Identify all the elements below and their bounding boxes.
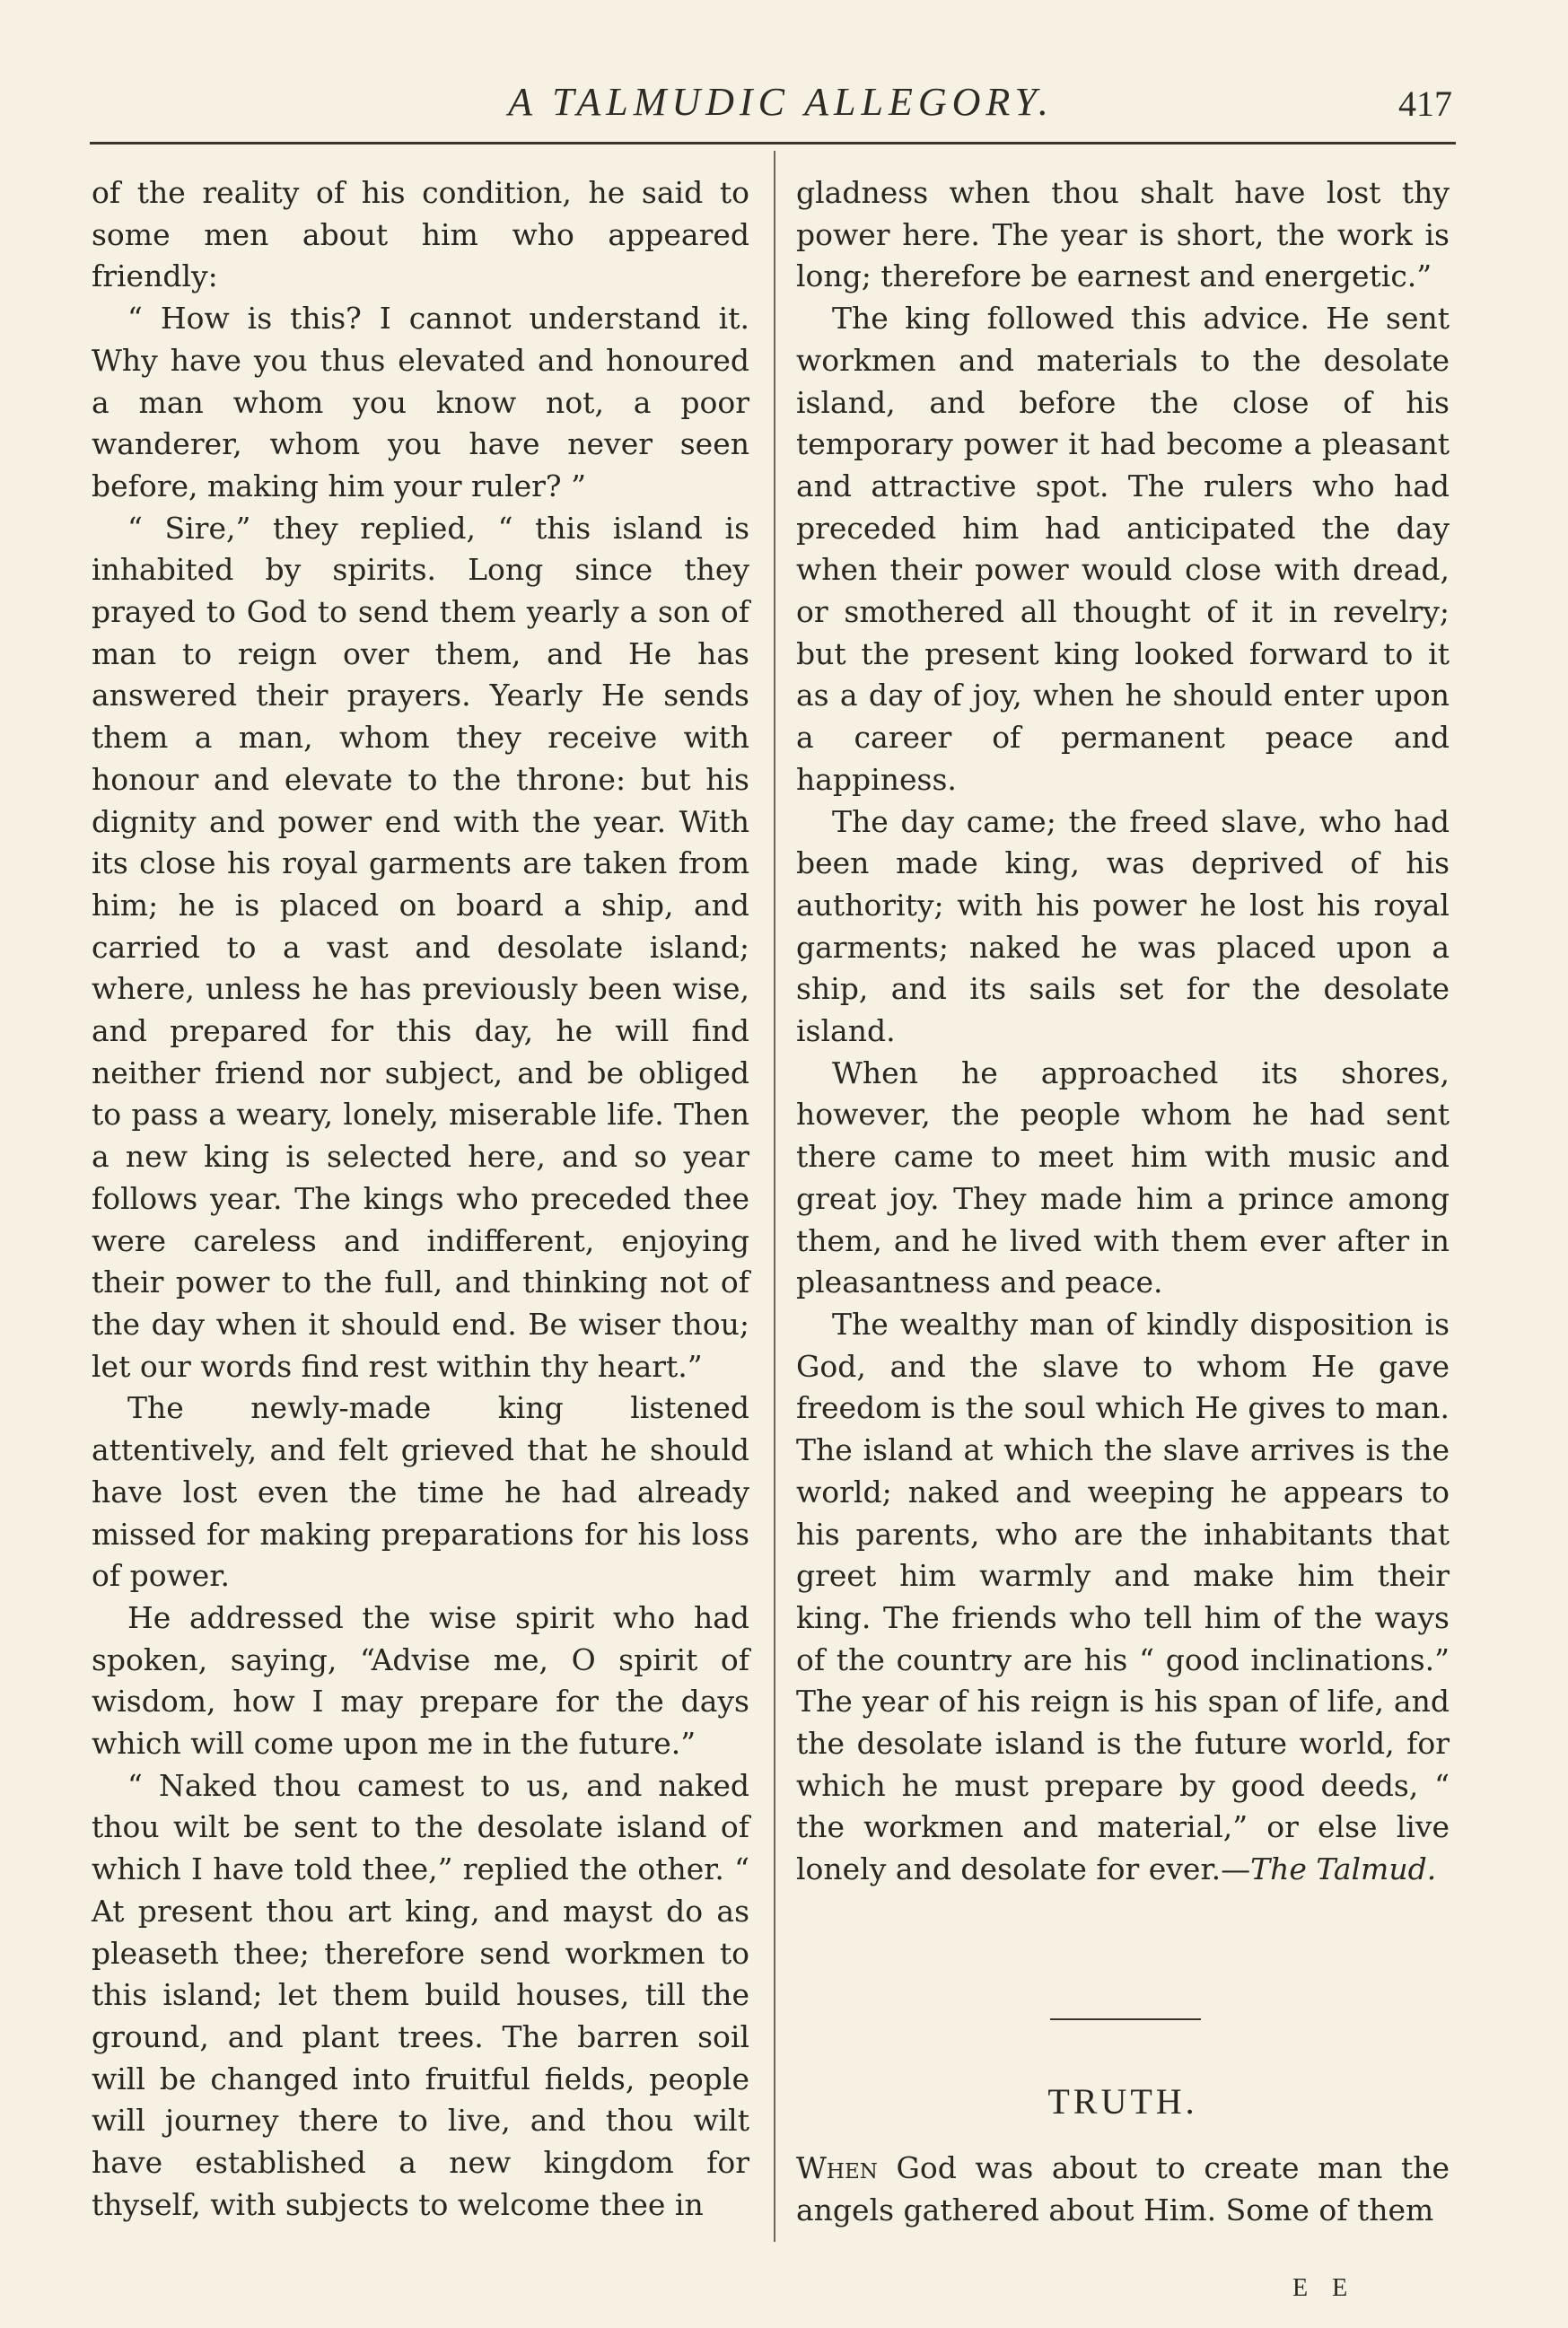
paragraph-with-citation xyxy=(796,1304,1450,1891)
paragraph: “ Sire,” they replied, “ this island is inhabited by spirits. Long since they prayed to God to send them yearly a son of man to reign over them, and He has answered their prayers. Yearly He sends them a man, whom they receive with honour and elevate to the throne: but his dignity and power end with the year. With its close his royal garments are taken from him; he is placed on board a ship, and carried to a vast and desolate island; where, unless he has previously been wise, and prepared for this day, he will find neither friend nor subject, and be obliged to pass a weary, lonely, miserable life. Then a new king is selected here, and so year follows year. The kings who preceded thee were careless and indifferent, enjoying their power to the full, and thinking not of the day when it should end. Be wiser thou; let our words find rest within thy heart.” xyxy=(92,510,749,1384)
paragraph: The day came; the freed slave, who had been made king, was deprived of his authority; with his power he lost his royal garments; naked he was placed upon a ship, and its sails set for the desolate island. xyxy=(796,803,1450,1049)
paragraph: The king followed this advice. He sent workmen and materials to the desolate island, and before the close of his temporary power it had become a pleasant and attractive spot. The rulers who had preceded him had anticipated the day when their power would close with dread, or smothered all thought of it in revelry; but the present king looked forward to it as a day of joy, when he should enter upon a career of permanent peace and happiness. xyxy=(796,301,1450,797)
section-title: TRUTH. xyxy=(1047,2081,1198,2122)
signature-mark: E E xyxy=(1292,2274,1357,2302)
source-citation: The Talmud. xyxy=(1250,1851,1437,1887)
column-divider xyxy=(774,151,775,2242)
paragraph: “ Naked thou camest to us, and naked thou wilt be sent to the desolate island of which I have told thee,” replied the other. “ At present thou art king, and mayst do as pleaseth thee; therefore send workmen to this island; let them build houses, till the ground, and plant trees. The barren soil will be changed into fruitful fields, people will journey there to live, and thou wilt have established a new kingdom for thyself, with subjects to welcome thee in xyxy=(92,1767,749,2222)
paragraph: When he approached its shores, however, the people whom he had sent there came to meet him with music and great joy. They made him a prince among them, and he lived with them ever after in pleasantness and peace. xyxy=(796,1055,1450,1300)
header-rule xyxy=(90,142,1456,144)
paragraph-text: God was about to create man the angels gathered about Him. Some of them xyxy=(796,2150,1450,2227)
paragraph: He addressed the wise spirit who had spoken, saying, “Advise me, O spirit of wisdom, how I may prepare for the days which will come upon me in the future.” xyxy=(92,1599,749,1762)
paragraph: “ How is this? I cannot understand it. Why have you thus elevated and honoured a man whom you know not, a poor wanderer, whom you have never seen before, making him your ruler? ” xyxy=(92,301,749,503)
section-divider xyxy=(1050,2018,1201,2020)
running-title: A TALMUDIC ALLEGORY. xyxy=(508,80,1054,124)
paragraph xyxy=(796,2148,1450,2231)
paragraph: of the reality of his condition, he said to some men about him who appeared friendly: xyxy=(92,175,749,294)
page-number: 417 xyxy=(1398,83,1452,124)
truth-section-body xyxy=(796,2148,1450,2231)
paragraph: gladness when thou shalt have lost thy power here. The year is short, the work is long; therefore be earnest and energetic.” xyxy=(796,175,1450,294)
running-head xyxy=(90,79,1472,133)
paragraph-text: The wealthy man of kindly disposition is God, and the slave to whom He gave freedom is the soul which He gives to man. The island at which the slave arrives is the world; naked and weeping he appears to his parents, who are the inhabitants that greet him warmly and make him their king. The friends who tell him of the ways of the country are his “ good inclinations.” The year of his reign is his span of life, and the desolate island is the future world, for which he must prepare by good deeds, “ the workmen and material,” or else live lonely and desolate for ever.— xyxy=(796,1306,1450,1887)
lead-word: When xyxy=(796,2150,878,2185)
left-column xyxy=(92,172,749,2226)
right-column xyxy=(796,172,1450,1891)
paragraph: The newly-made king listened attentively, and felt grieved that he should have lost even the time he had already missed for making preparations for his loss of power. xyxy=(92,1390,749,1594)
